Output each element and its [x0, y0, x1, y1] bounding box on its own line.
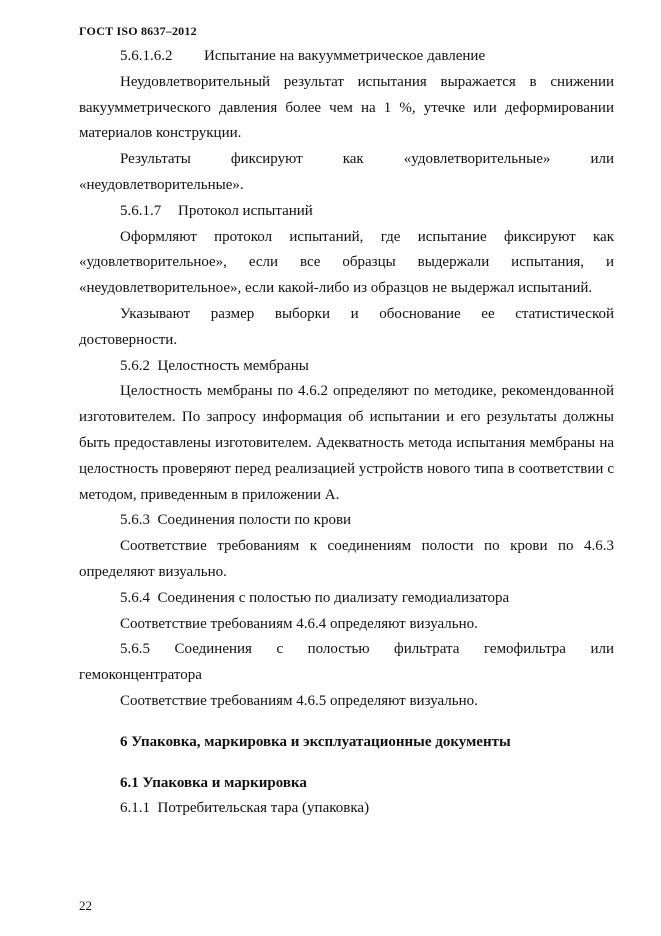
section-number: 5.6.1.7	[120, 202, 162, 219]
paragraph: Соответствие требованиям 4.6.4 определяют визуально.	[120, 615, 478, 632]
page-header: ГОСТ ISO 8637–2012	[79, 24, 197, 38]
paragraph: Соответствие требованиям к соединениям полости по крови по 4.6.3 определяют визуально.	[79, 538, 614, 580]
section-number: 5.6.5	[120, 641, 150, 658]
paragraph: Целостность мембраны по 4.6.2 определяют по методике, рекомендованной изготовителем. По запросу информация об испытании и его результаты должны быть предоставлены изготовителем. Адекватность метода испытания мембраны на целостность проверяют перед реализацией устройств нового типа в соответствии с методом, приведенным в приложении А.	[79, 383, 614, 503]
section-title: Соединения с полостью по диализату гемодиализатора	[157, 589, 510, 606]
page-content	[79, 44, 614, 822]
subsection-heading-5-6-2	[79, 354, 614, 380]
subsection-heading-5-6-1-6-2	[79, 44, 614, 70]
section-heading-6-1: 6.1 Упаковка и маркировка	[120, 774, 307, 791]
subsection-heading-5-6-1-7	[79, 199, 614, 225]
section-number: 5.6.3	[120, 512, 150, 529]
section-number: 5.6.2	[120, 357, 150, 374]
paragraph: Оформляют протокол испытаний, где испытание фиксируют как «удовлетворительное», если все образцы выдержали испытания, и «неудовлетворительное», если какой-либо из образцов не выдержал испытаний.	[79, 228, 614, 297]
section-heading-6: 6 Упаковка, маркировка и эксплуатационные документы	[120, 733, 511, 750]
paragraph: Результаты фиксируют как «удовлетворительные» или «неудовлетворительные».	[79, 151, 614, 193]
section-number: 6.1.1	[120, 800, 150, 817]
page-number: 22	[79, 898, 92, 913]
section-number: 5.6.4	[120, 589, 150, 606]
subsection-heading-6-1-1	[79, 796, 614, 822]
paragraph: Неудовлетворительный результат испытания выражается в снижении вакуумметрического давления более чем на 1 %, утечке или деформировании материалов конструкции.	[79, 73, 614, 142]
subsection-heading-5-6-5	[79, 637, 614, 689]
paragraph: Указывают размер выборки и обоснование ее статистической достоверности.	[79, 305, 614, 348]
section-title: Испытание на вакуумметрическое давление	[204, 48, 486, 64]
section-title: Потребительская тара (упаковка)	[157, 800, 370, 817]
section-number: 5.6.1.6.2	[120, 48, 173, 64]
section-title: Соединения полости по крови	[157, 512, 352, 529]
subsection-heading-5-6-4	[79, 586, 614, 612]
section-title: Соединения с полостью фильтрата гемофильтра или гемоконцентратора	[79, 641, 614, 684]
subsection-heading-5-6-3	[79, 508, 614, 534]
section-title: Протокол испытаний	[178, 202, 313, 219]
paragraph: Соответствие требованиям 4.6.5 определяют визуально.	[120, 692, 478, 709]
section-title: Целостность мембраны	[157, 357, 309, 374]
